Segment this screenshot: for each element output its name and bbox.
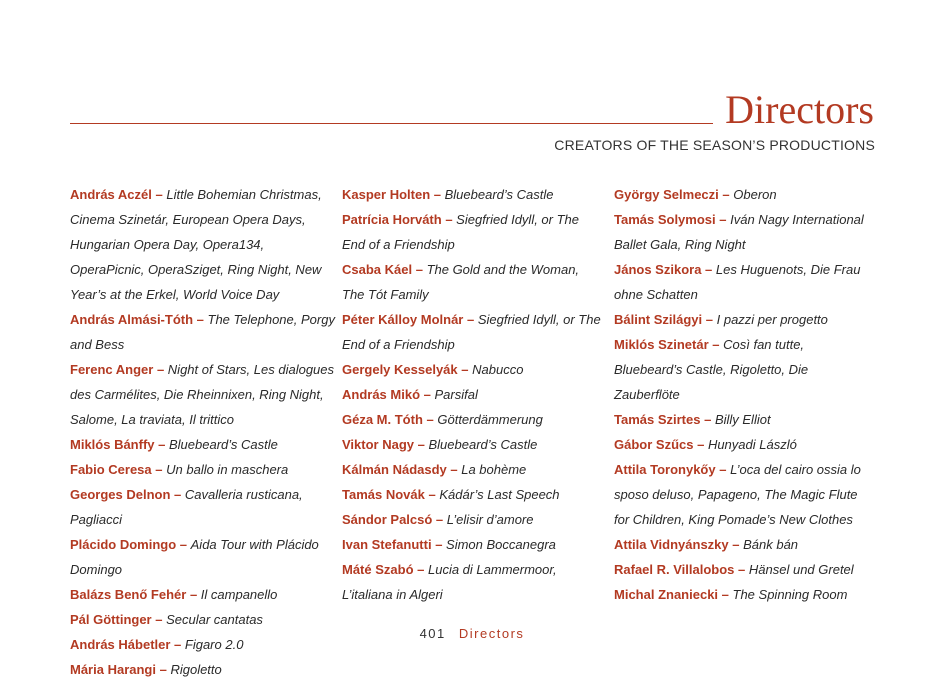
separator-dash: – [728,537,744,552]
director-name: András Aczél [70,187,152,202]
separator-dash: – [693,437,708,452]
separator-dash: – [432,512,447,527]
directors-column-1 [70,182,338,682]
director-name: Rafael R. Villalobos [614,562,735,577]
director-entry [342,407,604,432]
director-name: Georges Delnon [70,487,171,502]
director-productions: La bohème [461,462,527,477]
separator-dash: – [734,562,749,577]
director-entry [70,457,338,482]
director-productions: Little Bohemian Christmas, Cinema Szinetár, European Opera Days, Hungarian Opera Day, Opera134, OperaPicnic, OperaSziget, Ring Night, New Year’s at the Erkel, World Voice Day [70,187,322,302]
separator-dash: – [186,587,201,602]
director-name: Gergely Kesselyák [342,362,458,377]
director-entry [614,307,876,332]
separator-dash: – [155,662,171,677]
separator-dash: – [414,437,429,452]
director-productions: Lucia di Lammermoor, L’italiana in Algeri [342,562,557,602]
separator-dash: – [170,487,185,502]
director-name: János Szikora [614,262,702,277]
director-entry [614,182,876,207]
director-productions: The Spinning Room [732,587,848,602]
director-productions: I pazzi per progetto [716,312,828,327]
director-productions: Nabucco [472,362,524,377]
page-subtitle: CREATORS OF THE SEASON’S PRODUCTIONS [554,137,875,153]
page-number: 401 [419,626,446,641]
director-entry [342,482,604,507]
director-productions: Rigoletto [170,662,222,677]
separator-dash: – [153,362,168,377]
director-productions: Così fan tutte, Bluebeard’s Castle, Rigoletto, Die Zauberflöte [614,337,809,402]
director-productions: Iván Nagy International Ballet Gala, Ring Night [614,212,864,252]
separator-dash: – [715,212,731,227]
separator-dash: – [193,312,208,327]
director-entry [70,582,338,607]
director-productions: Figaro 2.0 [184,637,244,652]
director-entry [342,532,604,557]
director-name: Pál Göttinger [70,612,152,627]
director-productions: The Telephone, Porgy and Bess [70,312,335,352]
header-rule [70,123,713,124]
director-name: Miklós Bánffy [70,437,155,452]
director-entry [614,532,876,557]
director-name: Csaba Káel [342,262,413,277]
director-name: Péter Kálloy Molnár [342,312,464,327]
separator-dash: – [446,462,462,477]
director-name: Fabio Ceresa [70,462,152,477]
director-productions: L’oca del cairo ossia lo sposo deluso, Papageno, The Magic Flute for Children, King Pomade’s New Clothes [614,462,861,527]
director-productions: Secular cantatas [166,612,263,627]
separator-dash: – [154,437,169,452]
director-productions: Bluebeard’s Castle [444,187,554,202]
page-footer [0,626,944,641]
director-entry [342,207,604,257]
director-name: András Hábetler [70,637,171,652]
separator-dash: – [441,212,457,227]
director-productions: Bluebeard’s Castle [428,437,538,452]
director-entry [342,182,604,207]
director-entry [614,457,876,532]
separator-dash: – [700,412,715,427]
director-entry [342,307,604,357]
director-name: Viktor Nagy [342,437,415,452]
separator-dash: – [151,462,167,477]
separator-dash: – [413,562,428,577]
director-name: Ivan Stefanutti [342,537,432,552]
director-entry [342,432,604,457]
footer-section-title: Directors [458,626,525,641]
separator-dash: – [702,312,717,327]
director-name: Tamás Szirtes [614,412,701,427]
separator-dash: – [457,362,473,377]
director-name: Gábor Szűcs [614,437,694,452]
director-entry [614,407,876,432]
separator-dash: – [431,537,447,552]
page-title: Directors [725,87,874,132]
separator-dash: – [176,537,191,552]
director-name: Máté Szabó [342,562,414,577]
director-name: Sándor Palcsó [342,512,433,527]
director-productions: Götterdämmerung [437,412,543,427]
director-entry [614,432,876,457]
director-name: Tamás Solymosi [614,212,716,227]
director-productions: Night of Stars, Les dialogues des Carmélites, Die Rheinnixen, Ring Night, Salome, La traviata, Il trittico [70,362,335,427]
separator-dash: – [430,187,445,202]
director-entry [70,482,338,532]
director-entry [342,257,604,307]
director-entry [70,657,338,682]
separator-dash: – [422,412,438,427]
director-productions: Hunyadi László [707,437,797,452]
director-name: András Mikó [342,387,421,402]
director-productions: L’elisir d’amore [446,512,534,527]
director-productions: Oberon [733,187,777,202]
director-productions: Il campanello [200,587,278,602]
separator-dash: – [170,637,185,652]
director-productions: Hänsel und Gretel [748,562,854,577]
directors-column-2 [342,182,604,607]
director-entry [70,432,338,457]
director-productions: Bluebeard’s Castle [168,437,278,452]
director-productions: Siegfried Idyll, or The End of a Friendship [342,212,580,252]
director-productions: Parsifal [434,387,478,402]
director-productions: Kádár’s Last Speech [439,487,560,502]
director-entry [342,557,604,607]
separator-dash: – [151,612,167,627]
director-entry [342,382,604,407]
director-productions: Aida Tour with Plácido Domingo [70,537,319,577]
director-entry [614,332,876,407]
director-entry [614,207,876,257]
director-name: Tamás Novák [342,487,425,502]
director-entry [342,507,604,532]
director-entry [342,357,604,382]
director-name: Miklós Szinetár [614,337,709,352]
director-name: Bálint Szilágyi [614,312,703,327]
directors-column-3 [614,182,876,607]
separator-dash: – [151,187,167,202]
director-productions: The Gold and the Woman, The Tót Family [342,262,580,302]
director-productions: Bánk bán [743,537,799,552]
director-productions: Simon Boccanegra [446,537,556,552]
director-productions: Un ballo in maschera [166,462,289,477]
separator-dash: – [715,462,731,477]
director-name: Attila Toronykőy [614,462,716,477]
director-name: Michal Znaniecki [614,587,719,602]
director-name: Attila Vidnyánszky [614,537,729,552]
director-entry [70,307,338,357]
director-entry [614,557,876,582]
director-productions: Les Huguenots, Die Frau ohne Schatten [614,262,861,302]
director-name: András Almási-Tóth [70,312,194,327]
separator-dash: – [701,262,716,277]
director-productions: Cavalleria rusticana, Pagliacci [70,487,303,527]
director-name: Mária Harangi [70,662,156,677]
director-entry [70,357,338,432]
director-productions: Billy Elliot [714,412,771,427]
director-entry [614,582,876,607]
director-name: György Selmeczi [614,187,719,202]
director-name: Kasper Holten [342,187,431,202]
director-name: Ferenc Anger [70,362,154,377]
director-entry [342,457,604,482]
separator-dash: – [412,262,427,277]
separator-dash: – [718,187,734,202]
director-entry [70,532,338,582]
separator-dash: – [420,387,435,402]
director-name: Patrícia Horváth [342,212,442,227]
director-name: Géza M. Tóth [342,412,423,427]
director-entry [614,257,876,307]
director-name: Balázs Benő Fehér [70,587,187,602]
director-entry [70,182,338,307]
separator-dash: – [718,587,733,602]
director-name: Kálmán Nádasdy [342,462,447,477]
separator-dash: – [463,312,478,327]
director-productions: Siegfried Idyll, or The End of a Friendship [342,312,601,352]
separator-dash: – [708,337,724,352]
director-name: Plácido Domingo [70,537,177,552]
separator-dash: – [424,487,440,502]
